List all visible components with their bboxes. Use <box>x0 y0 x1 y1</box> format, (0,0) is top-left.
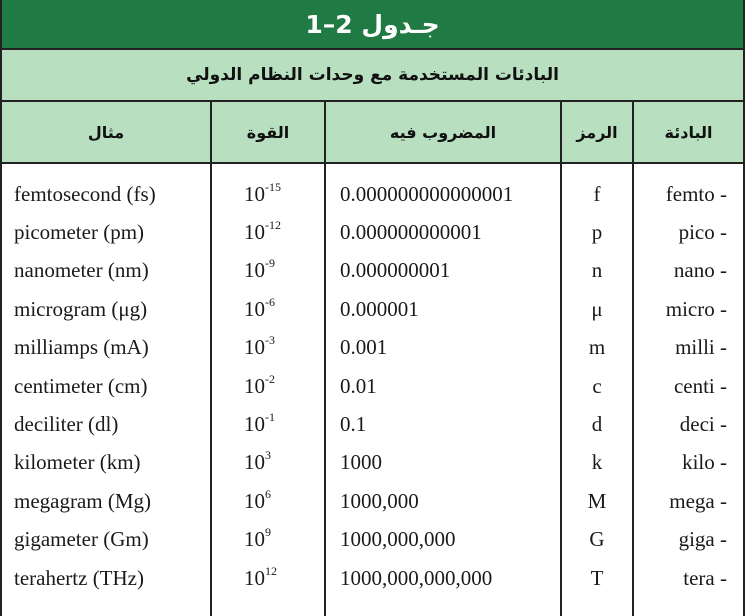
multiplier-cell: 0.01 <box>340 373 377 398</box>
example-cell: femtosecond (fs) <box>14 181 156 206</box>
example-cell: microgram (μg) <box>14 296 148 321</box>
symbol-cell: n <box>591 258 603 283</box>
power-exponent: -6 <box>265 294 275 309</box>
power-base: 10 <box>244 565 265 590</box>
power-exponent: -9 <box>265 256 275 271</box>
prefix-cell: femto - <box>665 181 727 206</box>
power-cell <box>244 559 277 597</box>
example-cell: megagram (Mg) <box>14 488 152 513</box>
power-base: 10 <box>244 181 265 206</box>
symbol-cell: p <box>591 219 603 244</box>
table-row <box>2 405 743 443</box>
example-cell: centimeter (cm) <box>14 373 148 398</box>
power-cell <box>244 367 275 405</box>
table-row <box>2 252 743 290</box>
power-exponent: -15 <box>265 179 281 194</box>
power-cell <box>244 290 275 328</box>
prefix-cell: centi - <box>673 373 727 398</box>
multiplier-cell: 0.000001 <box>340 296 419 321</box>
power-cell <box>244 175 281 213</box>
table-row <box>2 290 743 328</box>
power-base: 10 <box>244 527 265 552</box>
power-cell <box>244 482 271 520</box>
multiplier-cell: 0.000000001 <box>340 258 451 283</box>
table-row <box>2 175 743 213</box>
header-symbol: الرمز <box>576 122 618 142</box>
multiplier-cell: 1000,000,000,000 <box>340 565 493 590</box>
table-row <box>2 521 743 559</box>
prefix-cell: mega - <box>669 488 727 513</box>
power-exponent: -2 <box>265 371 275 386</box>
multiplier-cell: 1000,000 <box>340 488 419 513</box>
prefix-cell: milli - <box>675 335 727 360</box>
power-exponent: -1 <box>265 409 275 424</box>
symbol-cell: G <box>589 527 605 552</box>
power-base: 10 <box>244 258 265 283</box>
multiplier-cell: 0.000000000001 <box>340 219 482 244</box>
power-cell <box>244 252 275 290</box>
example-cell: deciliter (dl) <box>14 411 119 436</box>
power-base: 10 <box>244 411 265 436</box>
power-base: 10 <box>244 296 265 321</box>
prefix-cell: giga - <box>678 527 727 552</box>
table-row <box>2 482 743 520</box>
power-cell <box>244 405 275 443</box>
table-row <box>2 367 743 405</box>
prefix-cell: micro - <box>665 296 727 321</box>
power-base: 10 <box>244 335 265 360</box>
multiplier-cell: 1000,000,000 <box>340 527 456 552</box>
power-cell <box>244 213 281 251</box>
symbol-cell: M <box>587 488 607 513</box>
power-exponent: -12 <box>265 217 281 232</box>
symbol-cell: m <box>588 335 606 360</box>
power-exponent: -3 <box>265 333 275 348</box>
table-title: جـدول 2–1 <box>2 0 743 50</box>
power-cell <box>244 444 271 482</box>
example-cell: kilometer (km) <box>14 450 141 475</box>
header-multiplier: المضروب فيه <box>389 122 497 142</box>
example-cell: nanometer (nm) <box>14 258 149 283</box>
power-base: 10 <box>244 373 265 398</box>
power-base: 10 <box>244 450 265 475</box>
prefix-cell: kilo - <box>682 450 727 475</box>
prefix-cell: deci - <box>679 411 727 436</box>
table-row <box>2 329 743 367</box>
multiplier-cell: 1000 <box>340 450 382 475</box>
power-cell <box>244 329 275 367</box>
power-exponent: 3 <box>265 448 271 463</box>
multiplier-cell: 0.000000000000001 <box>340 181 514 206</box>
header-prefix: البادئة <box>664 122 713 142</box>
power-exponent: 12 <box>265 563 277 578</box>
multiplier-cell: 0.1 <box>340 411 367 436</box>
prefix-cell: pico - <box>678 219 727 244</box>
example-cell: gigameter (Gm) <box>14 527 149 552</box>
table-row <box>2 559 743 597</box>
example-cell: milliamps (mA) <box>14 335 149 360</box>
table-row <box>2 444 743 482</box>
example-cell: picometer (pm) <box>14 219 145 244</box>
power-base: 10 <box>244 219 265 244</box>
symbol-cell: k <box>591 450 603 475</box>
power-exponent: 9 <box>265 525 271 540</box>
multiplier-cell: 0.001 <box>340 335 388 360</box>
header-example: مثال <box>87 122 125 142</box>
symbol-cell: f <box>593 181 601 206</box>
table-row <box>2 213 743 251</box>
header-power: القوة <box>246 122 290 142</box>
table-subtitle: البادئات المستخدمة مع وحدات النظام الدولي <box>2 50 743 102</box>
example-cell: terahertz (THz) <box>14 565 144 590</box>
symbol-cell: d <box>591 411 603 436</box>
symbol-cell: c <box>592 373 602 398</box>
prefix-cell: tera - <box>683 565 727 590</box>
symbol-cell: μ <box>591 296 603 321</box>
power-exponent: 6 <box>265 486 271 501</box>
symbol-cell: T <box>590 565 604 590</box>
power-cell <box>244 521 271 559</box>
prefix-cell: nano - <box>673 258 727 283</box>
power-base: 10 <box>244 488 265 513</box>
